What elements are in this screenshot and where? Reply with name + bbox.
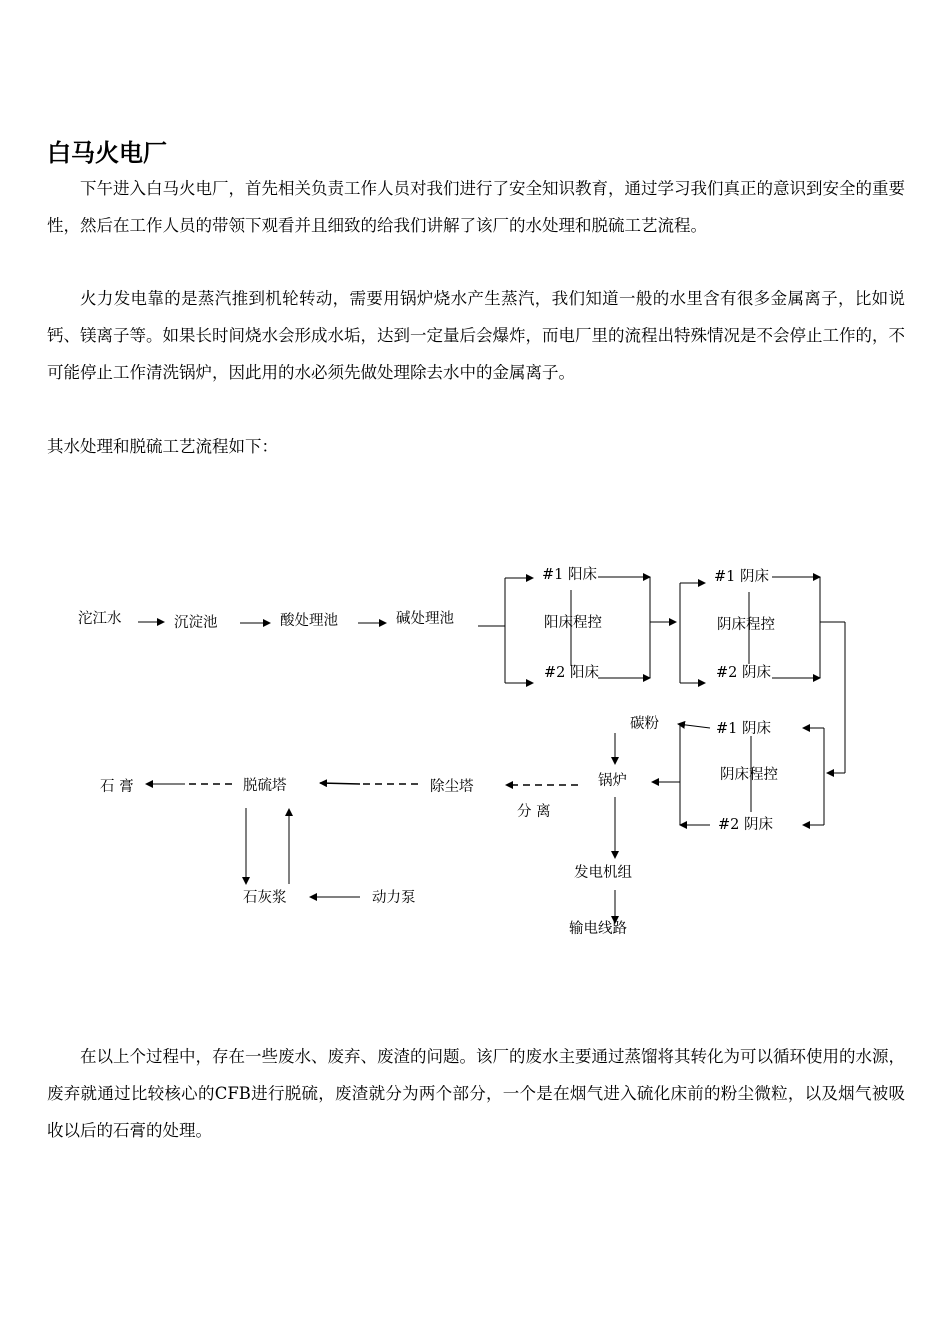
node-alkali-tank: 碱处理池 (396, 611, 454, 627)
label-separation: 分 离 (517, 804, 551, 820)
paragraph-intro: 下午进入白马火电厂，首先相关负责工作人员对我们进行了安全知识教育，通过学习我们真正的意识到安全的重要性，然后在工作人员的带领下观看并且细致的给我们讲解了该厂的水处理和脱硫工艺流程。 (47, 179, 905, 235)
node-anion-control-top: 阴床程控 (717, 617, 775, 633)
node-generator-set: 发电机组 (574, 865, 632, 881)
node-coal-powder: 碳粉 (630, 716, 659, 732)
node-power-line: 输电线路 (569, 921, 627, 937)
process-flowchart (0, 540, 950, 960)
node-boiler: 锅炉 (598, 773, 627, 789)
node-anion-bed-1-top: #1 阴床 (714, 569, 769, 585)
node-acid-tank: 酸处理池 (280, 613, 338, 629)
flowchart-connectors (0, 540, 950, 960)
paragraph-boiler-water: 火力发电靠的是蒸汽推到机轮转动，需要用锅炉烧水产生蒸汽，我们知道一般的水里含有很多金属离子，比如说钙、镁离子等。如果长时间烧水会形成水垢，达到一定量后会爆炸，而电厂里的流程出特殊情况是不会停止工作的，不可能停止工作清洗锅炉，因此用的水必须先做处理除去水中的金属离子。 (47, 289, 905, 382)
node-tuojiang-water: 沱江水 (78, 611, 122, 627)
paragraph-waste: 在以上个过程中，存在一些废水、废弃、废渣的问题。该厂的废水主要通过蒸馏将其转化为可以循环使用的水源，废弃就通过比较核心的CFB进行脱硫，废渣就分为两个部分，一个是在烟气进入硫化床前的粉尘微粒，以及烟气被吸收以后的石膏的处理。 (47, 1047, 905, 1140)
node-desulfurization-tower: 脱硫塔 (243, 778, 287, 794)
node-power-pump: 动力泵 (372, 890, 416, 906)
node-dust-tower: 除尘塔 (430, 779, 474, 795)
node-gypsum: 石 膏 (100, 779, 134, 795)
document-title: 白马火电厂 (47, 139, 167, 167)
node-cation-bed-2: #2 阳床 (544, 665, 599, 681)
node-cation-bed-1: #1 阳床 (542, 567, 597, 583)
node-anion-bed-1-bottom: #1 阴床 (716, 721, 771, 737)
node-lime-slurry: 石灰浆 (243, 890, 287, 906)
node-anion-control-bottom: 阴床程控 (720, 767, 778, 783)
paragraph-flow-intro: 其水处理和脱硫工艺流程如下： (47, 437, 278, 456)
node-anion-bed-2-bottom: #2 阴床 (718, 817, 773, 833)
node-settling-tank: 沉淀池 (174, 615, 218, 631)
node-anion-bed-2-top: #2 阴床 (716, 665, 771, 681)
node-cation-control: 阳床程控 (544, 615, 602, 631)
